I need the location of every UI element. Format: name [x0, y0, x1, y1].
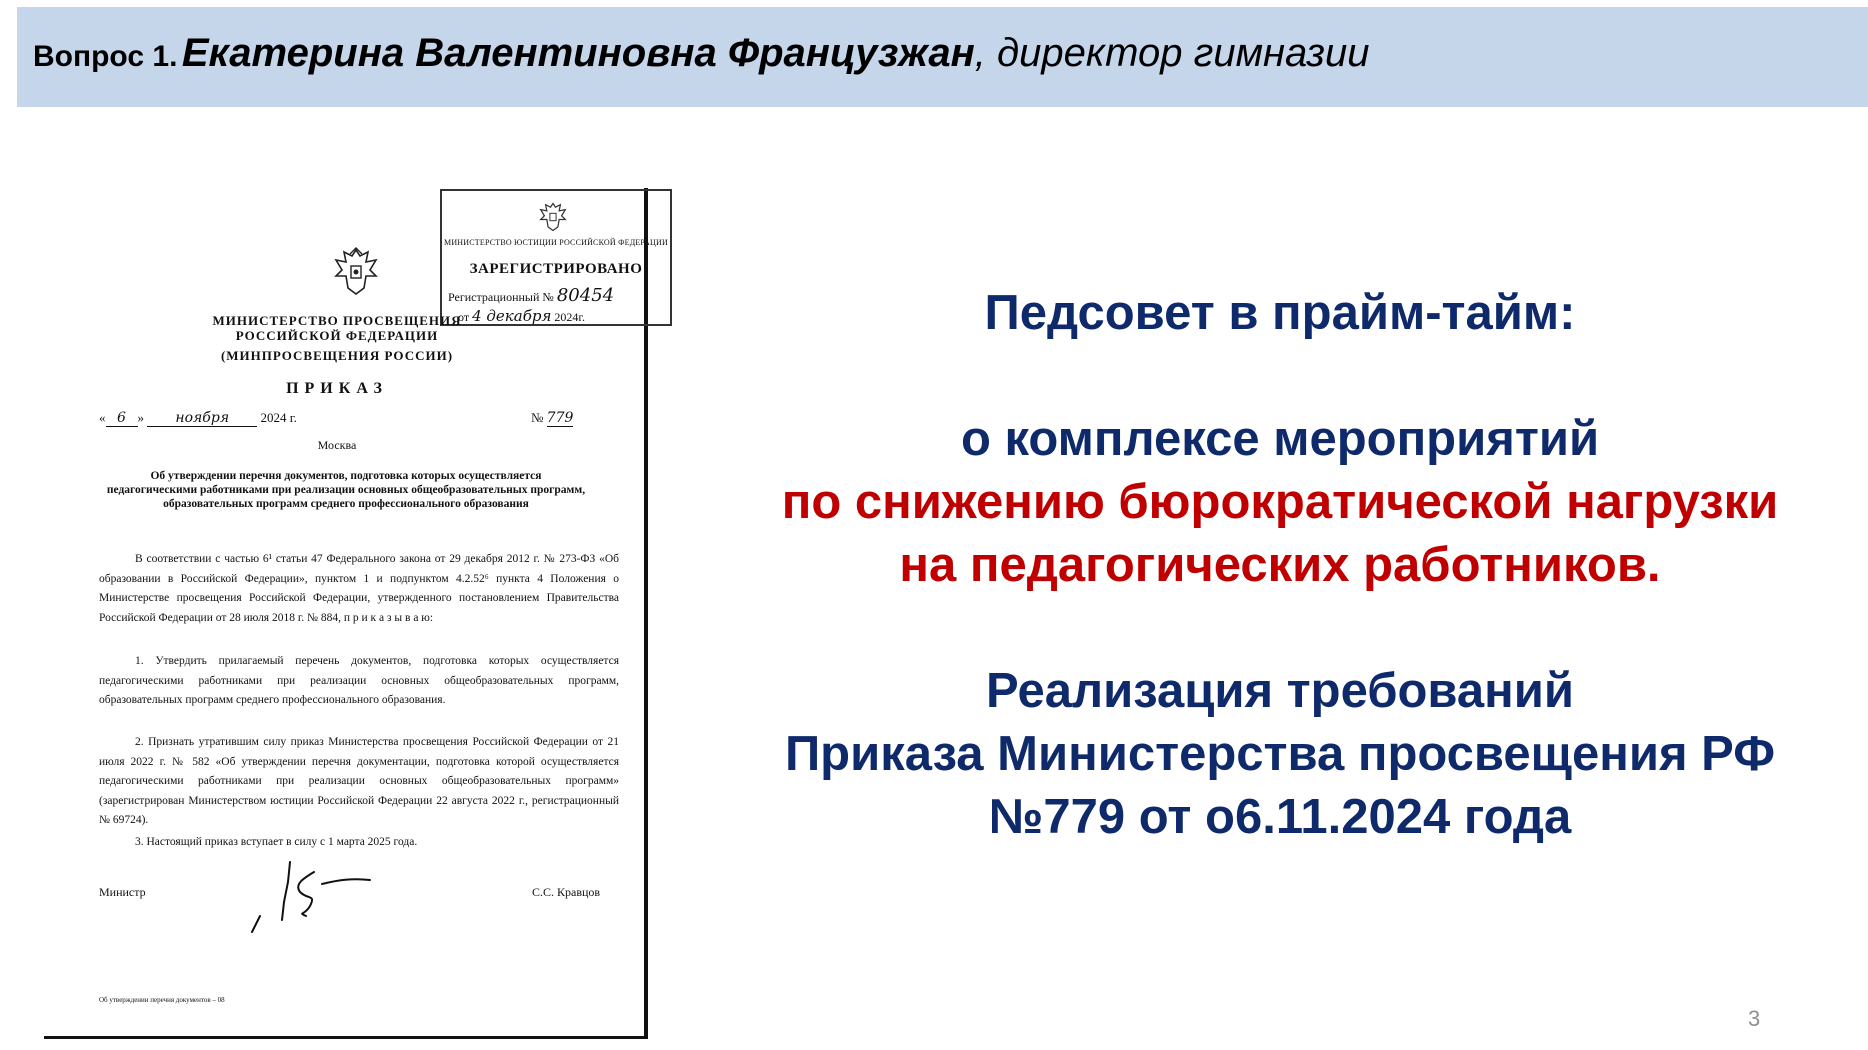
ministry-name: МИНИСТЕРСТВО ПРОСВЕЩЕНИЯ РОССИЙСКОЙ ФЕДЕРАЦИИ — [212, 313, 462, 343]
ministry-short-name: (МИНПРОСВЕЩЕНИЯ РОССИИ) — [220, 348, 454, 363]
order-date — [99, 410, 297, 427]
slide-headline: Педсовет в прайм-тайм: — [984, 286, 1576, 340]
stamp-date: 4 декабря — [472, 307, 552, 325]
question-label: Вопрос 1. — [33, 40, 178, 73]
order-title: Об утверждении перечня документов, подготовка которых осуществляется педагогическими работниками при реализации основных общеобразовательных программ, образовательных программ среднего профессионального образования — [106, 470, 586, 510]
date-open-quote: « — [99, 410, 106, 425]
stamp-reg-number-row — [448, 285, 614, 306]
order-paragraph: 2. Признать утратившим силу приказ Министерства просвещения Российской Федерации от 21 июля 2022 г. № 582 «Об утверждении перечня документации, подготовка которой осуществляется педагогическими работниками при реализации основных общеобразовательных программ» (зарегистрирован Министерством юстиции Российской Федерации 22 августа 2022 г., регистрационный № 69724). — [99, 736, 619, 826]
slide-highlight-line: по снижению бюрократической нагрузки — [781, 475, 1779, 529]
order-heading: ПРИКАЗ — [286, 380, 388, 397]
slide-main-text — [745, 282, 1815, 849]
signer-name: С.С. Кравцов — [532, 885, 601, 899]
slide-text-line: №779 от о6.11.2024 года — [988, 790, 1572, 844]
stamp-reg-number-label: Регистрационный № — [448, 290, 554, 304]
slide-header-title — [33, 31, 1370, 76]
spacer — [745, 345, 1815, 408]
order-paragraph: 3. Настоящий приказ вступает в силу с 1 марта 2025 года. — [135, 836, 418, 848]
date-month: ноября — [147, 410, 257, 427]
stamp-registered: ЗАРЕГИСТРИРОВАНО — [469, 261, 643, 277]
order-number: 779 — [546, 410, 574, 426]
date-close-quote: » — [137, 410, 144, 425]
person-role: , директор гимназии — [974, 31, 1370, 75]
page-number: 3 — [1748, 1006, 1761, 1031]
slide-header-band — [17, 7, 1868, 107]
slide-text-line: о комплексе мероприятий — [960, 412, 1600, 466]
stamp-date-prefix: от — [458, 310, 470, 324]
order-number-label: № — [531, 410, 544, 425]
date-day: 6 — [106, 410, 138, 427]
order-city: Москва — [317, 438, 357, 452]
order-number-row — [531, 410, 573, 426]
coat-of-arms-icon — [332, 246, 380, 298]
spacer — [745, 597, 1815, 660]
slide-highlight-line: на педагогических работников. — [899, 538, 1661, 592]
person-name: Екатерина Валентиновна Французжан — [181, 31, 975, 75]
signer-title: Министр — [99, 885, 146, 899]
stamp-reg-number: 80454 — [556, 285, 615, 306]
coat-of-arms-icon — [538, 201, 568, 233]
document-footer-note: Об утверждении перечня документов – 08 — [99, 996, 225, 1004]
signature — [230, 854, 390, 934]
order-paragraph: 1. Утвердить прилагаемый перечень документов, подготовка которых осуществляется педагогическими работниками при реализации основных общеобразовательных программ, образовательных программ среднего профессионального образования. — [99, 655, 619, 706]
date-year: 2024 г. — [260, 410, 297, 425]
document-edge — [44, 1036, 648, 1039]
registration-stamp — [440, 189, 672, 326]
stamp-ministry-line: МИНИСТЕРСТВО ЮСТИЦИИ РОССИЙСКОЙ ФЕДЕРАЦИИ — [444, 238, 668, 247]
order-paragraph: В соответствии с частью 6¹ статьи 47 Федерального закона от 29 декабря 2012 г. № 273-ФЗ «Об образовании в Российской Федерации», пунктом 1 и подпунктом 4.2.52⁶ пункта 4 Положения о Министерстве просвещения Российской Федерации, утвержденного постановлением Правительства Российской Федерации от 28 июля 2018 г. № 884, п р и к а з ы в а ю: — [99, 553, 619, 624]
stamp-date-year: 2024г. — [554, 310, 585, 324]
scanned-order-document — [44, 188, 668, 1036]
slide-text-line: Реализация требований — [986, 664, 1574, 718]
slide-text-line: Приказа Министерства просвещения РФ — [784, 727, 1776, 781]
